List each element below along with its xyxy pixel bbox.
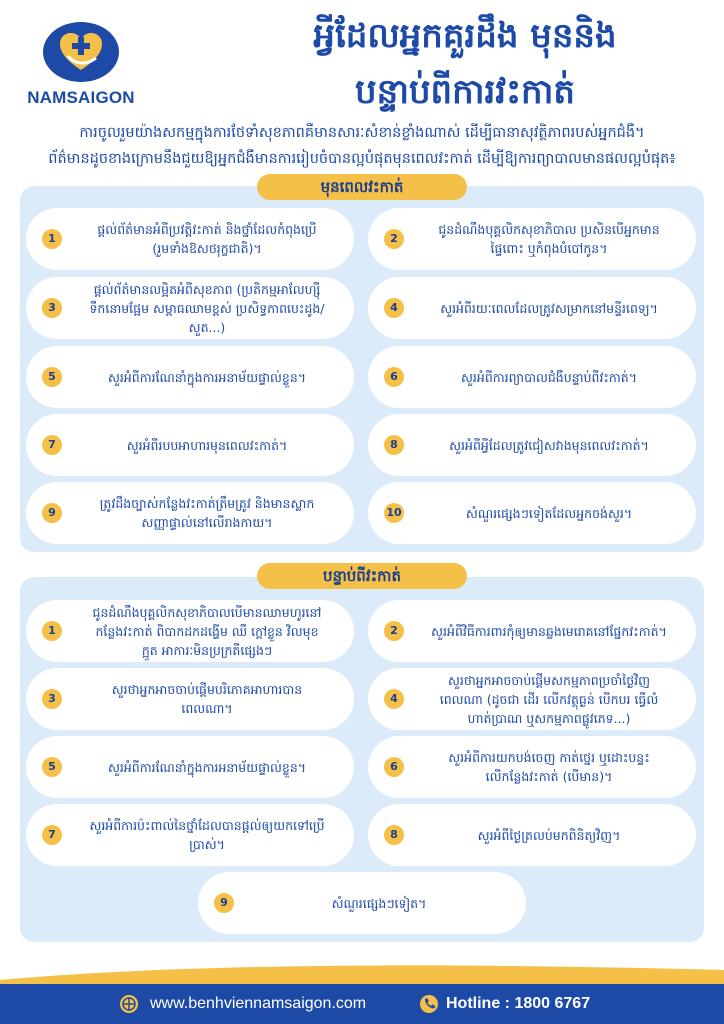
item-text: ត្រូវដឹងច្បាស់កន្លែងវះកាត់ត្រឹមត្រូវ និងមានស្លាកសញ្ញាផ្ទាល់នៅលើរាងកាយ។ bbox=[99, 496, 315, 530]
item-text: សួរអំពីការណែនាំក្នុងការអនាម័យផ្ទាល់ខ្លួន។ bbox=[107, 369, 307, 385]
brand-logo bbox=[22, 16, 140, 112]
before-item-6 bbox=[368, 346, 696, 408]
footer bbox=[0, 960, 724, 1024]
item-text: សួរអំពីការណែនាំក្នុងការអនាម័យផ្ទាល់ខ្លួន។ bbox=[107, 759, 307, 775]
after-item-7 bbox=[26, 804, 354, 866]
item-text: សួរអំពីថ្ងៃត្រលប់មកពិនិត្យវិញ។ bbox=[477, 827, 621, 843]
before-item-2 bbox=[368, 208, 696, 270]
item-text: ផ្តល់ព័ត៌មានលម្អិតអំពីសុខភាព (ប្រតិកម្មអាលែហ្ស៊ី ទឹកនោមផ្អែម សម្ពាធឈាមខ្ពស់ ប្រសិទ្ធភាពបេះដូង/សួត...) bbox=[89, 281, 325, 335]
hotline-number: 1800 6767 bbox=[514, 995, 591, 1012]
after-item-6 bbox=[368, 736, 696, 798]
intro-text bbox=[20, 120, 704, 172]
before-item-9 bbox=[26, 482, 354, 544]
title-line-1: អ្វីដែលអ្នកគួរដឹង មុននិង bbox=[313, 16, 617, 56]
item-text: សួរអំពីការប៉ះពាល់នៃថ្នាំដែលបានផ្តល់ឲ្យយកទៅប្រើប្រាស់។ bbox=[89, 818, 325, 852]
globe-icon bbox=[119, 994, 139, 1014]
item-number-badge: 7 bbox=[42, 825, 62, 845]
item-text: សួរអំពីរយៈពេលដែលត្រូវសម្រាកនៅមន្ទីរពេទ្យ។ bbox=[440, 300, 658, 316]
before-item-3 bbox=[26, 277, 354, 339]
item-number-badge: 8 bbox=[384, 435, 404, 455]
item-text: សួរអំពីវិធីការពារកុំឲ្យមានឆ្លងមេរោគនៅផ្នែកវះកាត់។ bbox=[431, 623, 667, 639]
item-text: សួរថាអ្នកអាចចាប់ផ្តើមសកម្មភាពប្រចាំថ្ងៃវិញពេលណា (ដូចជា ដើរ លើកវត្ថុធ្ងន់ បើកបរ ធ្វើលំហាត់ប្រាណ ឬសកម្មភាពផ្លូវភេទ...) bbox=[439, 672, 659, 726]
after-item-9 bbox=[198, 872, 526, 934]
page-title bbox=[250, 8, 680, 120]
item-text: សួរថាអ្នកអាចចាប់ផ្តើមបរិភោគអាហារបានពេលណា។ bbox=[111, 682, 303, 716]
item-number-badge: 7 bbox=[42, 435, 62, 455]
website-link[interactable]: www.benhviennamsaigon.com bbox=[150, 995, 367, 1012]
item-text: សំណួរផ្សេងៗទៀត។ bbox=[331, 895, 427, 911]
intro-line-2: ព័ត៌មានដូចខាងក្រោមនឹងជួយឱ្យអ្នកជំងឺមានការរៀបចំបានល្អបំផុតមុនពេលវះកាត់ ដើម្បីឱ្យការព្យាបាលមានផលល្អបំផុត៖ bbox=[48, 151, 676, 167]
after-item-3 bbox=[26, 668, 354, 730]
after-item-1 bbox=[26, 600, 354, 662]
hotline-label: Hotline : bbox=[446, 995, 510, 1012]
item-text: ជូនដំណឹងបុគ្គលិកសុខាភិបាល ប្រសិនបើអ្នកមានផ្ទៃពោះ ឬកំពុងបំបៅកូន។ bbox=[438, 222, 660, 256]
phone-icon bbox=[419, 994, 439, 1014]
heart-cross-logo-icon bbox=[42, 20, 120, 84]
item-text: សំណួរផ្សេងៗទៀតដែលអ្នកចង់សួរ។ bbox=[465, 505, 633, 521]
intro-line-1: ការចូលរួមយ៉ាងសកម្មក្នុងការថែទាំសុខភាពគឺមានសារៈសំខាន់ខ្លាំងណាស់ ដើម្បីធានាសុវត្ថិភាពរបស់អ្នកជំងឺ។ bbox=[79, 125, 645, 141]
hotline[interactable] bbox=[446, 993, 590, 1015]
title-line-2: បន្ទាប់ពីការវះកាត់ bbox=[355, 72, 575, 112]
item-number-badge: 10 bbox=[384, 503, 404, 523]
before-item-5 bbox=[26, 346, 354, 408]
brand-name: NAMSAIGON bbox=[27, 88, 135, 107]
item-number-badge: 6 bbox=[384, 757, 404, 777]
item-number-badge: 2 bbox=[384, 229, 404, 249]
item-text: ផ្តល់ព័ត៌មានអំពីប្រវត្តិវះកាត់ និងថ្នាំដែលកំពុងប្រើ (រួមទាំងឱសថរុក្ខជាតិ)។ bbox=[97, 222, 317, 256]
before-item-10 bbox=[368, 482, 696, 544]
item-number-badge: 4 bbox=[384, 298, 404, 318]
item-number-badge: 2 bbox=[384, 621, 404, 641]
item-text: សួរអំពីការព្យាបាលជំងឺបន្ទាប់ពីវះកាត់។ bbox=[461, 369, 637, 385]
item-text: សួរអំពីអ្វីដែលត្រូវជៀសវាងមុនពេលវះកាត់។ bbox=[449, 437, 649, 453]
item-number-badge: 9 bbox=[214, 893, 234, 913]
item-text: ជូនដំណឹងបុគ្គលិកសុខាភិបាលបើមានឈាមហូរនៅកន្លែងវះកាត់ ពិបាកដកដង្ហើម ឈឺ ក្តៅខ្លួន វិលមុខ ក្អួត អាការៈមិនប្រក្រតីផ្សេងៗ bbox=[92, 604, 322, 658]
after-item-4 bbox=[368, 668, 696, 730]
item-number-badge: 5 bbox=[42, 367, 62, 387]
item-number-badge: 1 bbox=[42, 229, 62, 249]
item-number-badge: 6 bbox=[384, 367, 404, 387]
before-item-8 bbox=[368, 414, 696, 476]
item-number-badge: 3 bbox=[42, 298, 62, 318]
item-text: សួរអំពីការយកបង់ចេញ កាត់ថ្នេរ ឬដោះបន្ទះលើកន្លែងវះកាត់ (បើមាន)។ bbox=[448, 750, 650, 784]
item-number-badge: 1 bbox=[42, 621, 62, 641]
after-surgery-heading: បន្ទាប់ពីវះកាត់ bbox=[257, 563, 467, 589]
item-text: សួរអំពីរបបអាហារមុនពេលវះកាត់។ bbox=[126, 437, 288, 453]
after-item-8 bbox=[368, 804, 696, 866]
after-item-5 bbox=[26, 736, 354, 798]
item-number-badge: 4 bbox=[384, 689, 404, 709]
item-number-badge: 9 bbox=[42, 503, 62, 523]
before-item-7 bbox=[26, 414, 354, 476]
after-item-2 bbox=[368, 600, 696, 662]
before-item-4 bbox=[368, 277, 696, 339]
before-surgery-heading: មុនពេលវះកាត់ bbox=[257, 174, 467, 200]
item-number-badge: 5 bbox=[42, 757, 62, 777]
item-number-badge: 3 bbox=[42, 689, 62, 709]
before-item-1 bbox=[26, 208, 354, 270]
item-number-badge: 8 bbox=[384, 825, 404, 845]
